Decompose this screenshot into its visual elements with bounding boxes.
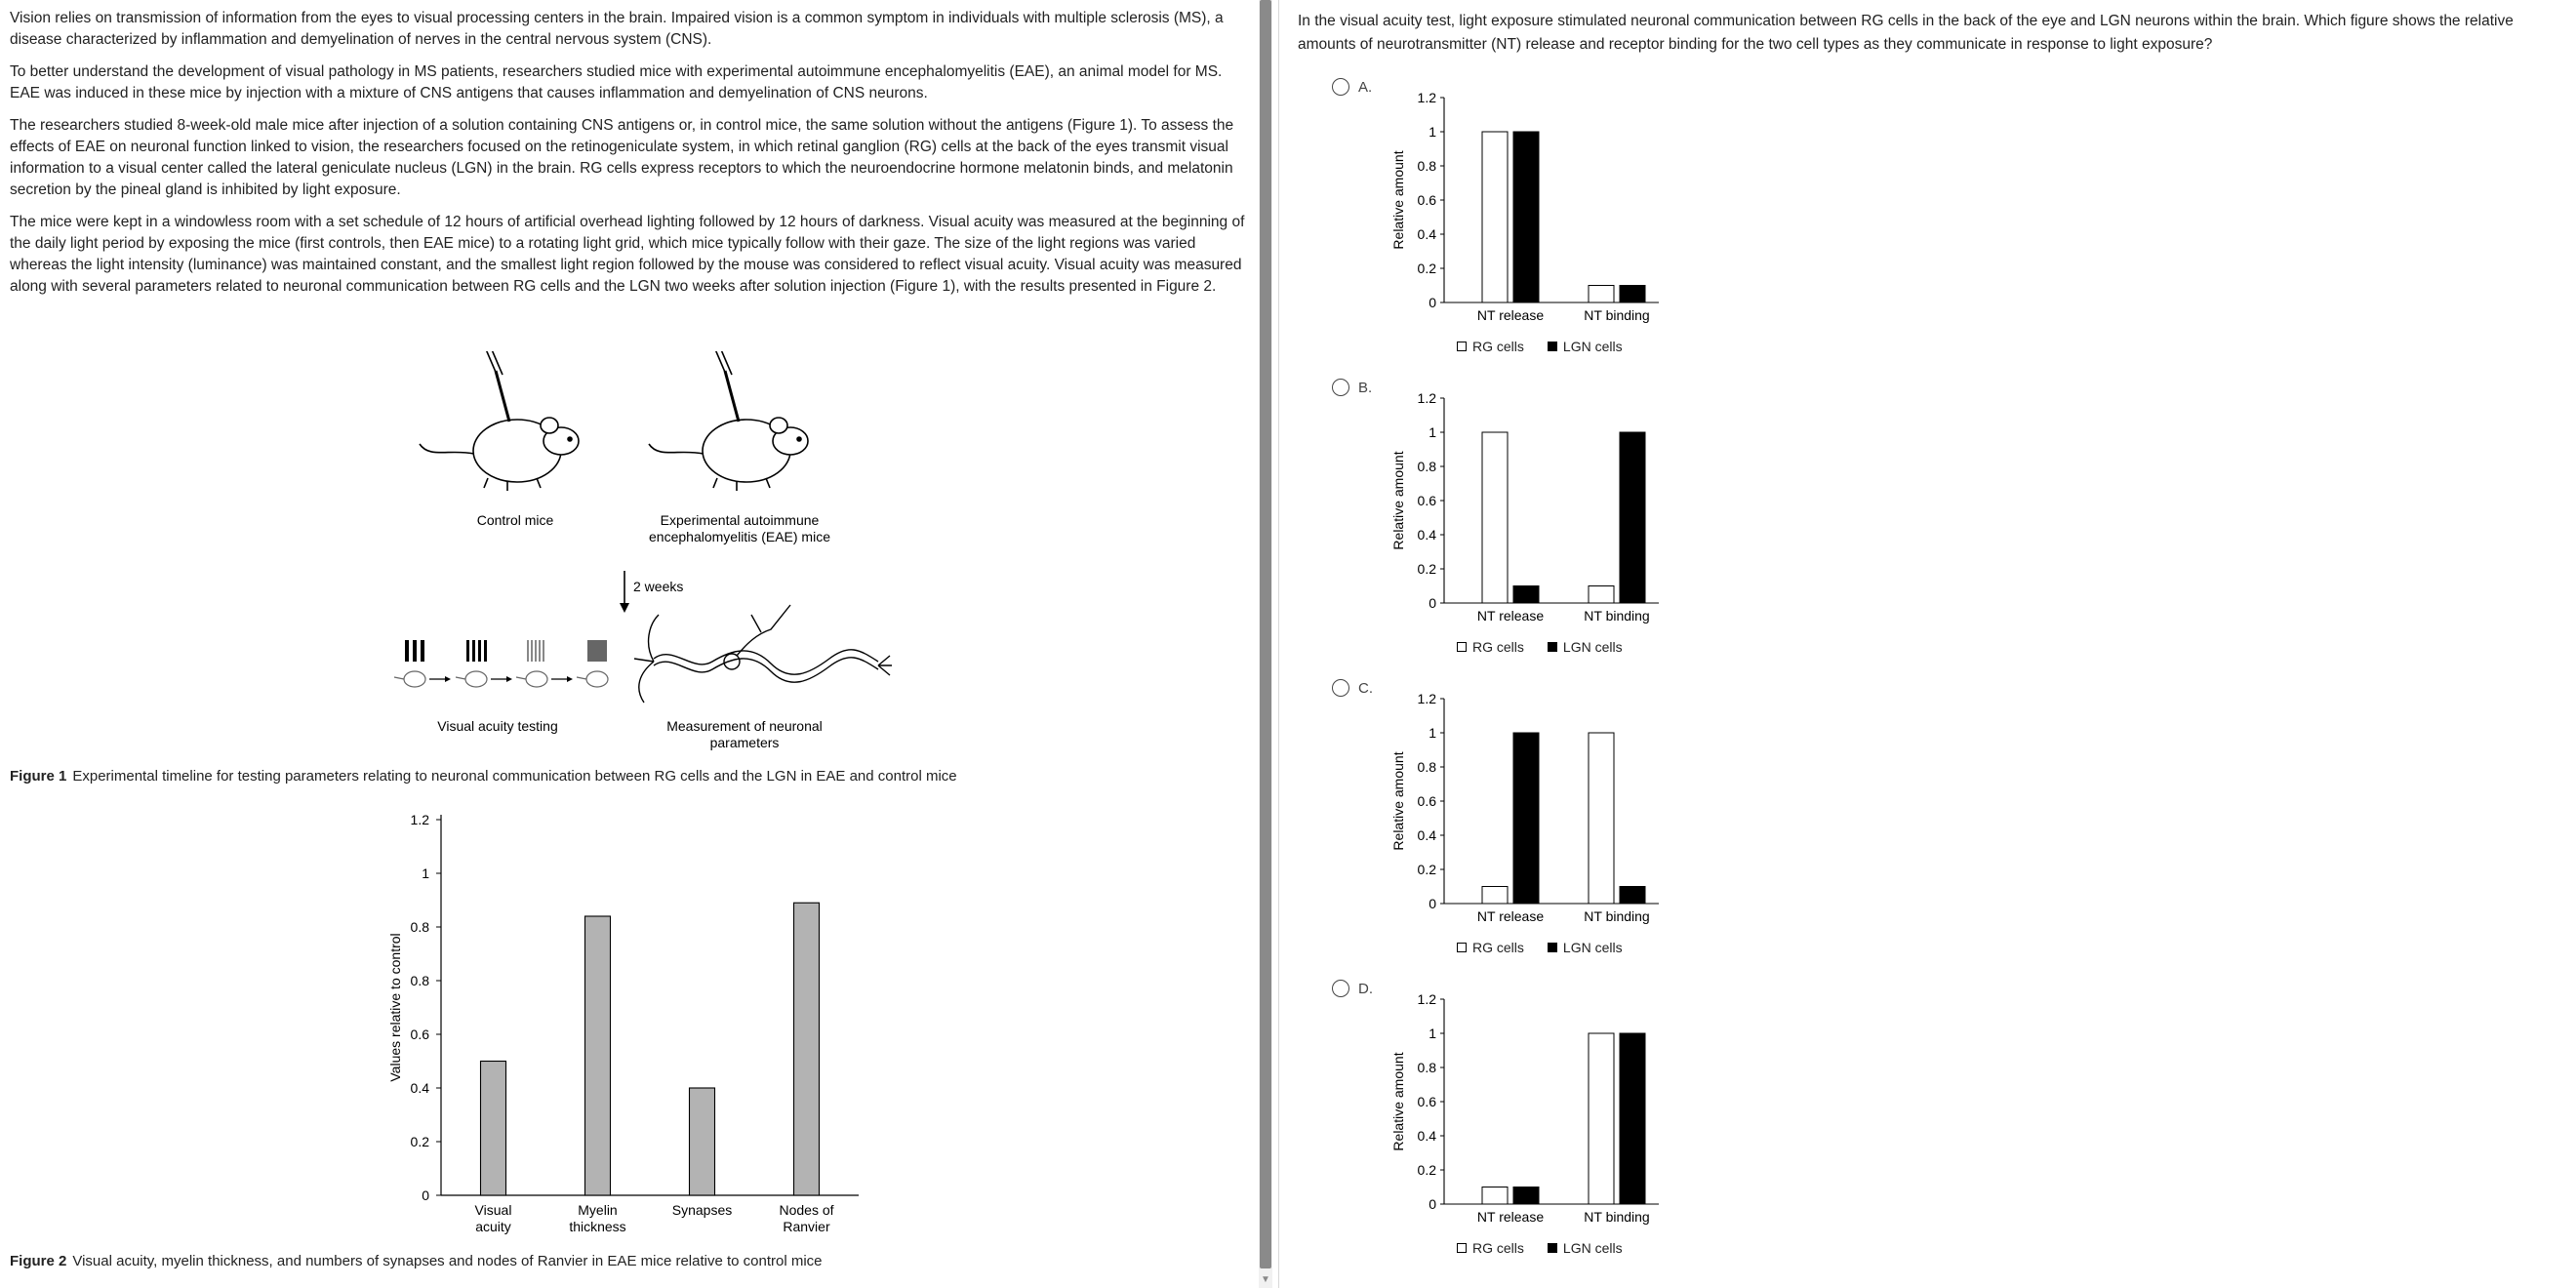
y-tick-label: 1.2	[410, 812, 429, 827]
y-tick-label: 1.2	[1417, 691, 1436, 706]
y-tick-label: 0.4	[1417, 527, 1436, 543]
passage-paragraph-1: Vision relies on transmission of information from the eyes to visual processing centers in the brain. Impaired vision is a common symptom in individuals with multiple sclerosis (MS), a disease characterized by inflammation and demyelination of nerves in the central nervous system (CNS).	[10, 10, 1224, 48]
x-category-label: Visual	[474, 1202, 512, 1218]
x-category-label: NT release	[1476, 1209, 1545, 1225]
y-tick-label: 1	[1429, 424, 1436, 440]
figure-1-caption-label: Figure 1	[10, 768, 67, 785]
x-category-label: Ranvier	[783, 1219, 830, 1234]
x-category-label: NT binding	[1584, 908, 1650, 924]
y-tick-label: 1.2	[1417, 90, 1436, 105]
light-grid-icons	[405, 640, 607, 662]
x-category-label: NT release	[1476, 307, 1545, 323]
option-a-legend	[1457, 339, 1623, 354]
figure-1-diagram	[361, 351, 907, 771]
lgn-cells-bar	[1513, 132, 1539, 302]
rg-cells-bar	[1482, 887, 1508, 905]
question-pane[interactable]	[1298, 0, 2566, 1288]
lgn-cells-bar	[1513, 1187, 1539, 1205]
option-b-legend	[1457, 639, 1623, 655]
y-tick-label: 1	[1429, 725, 1436, 741]
legend-lgn-label: LGN cells	[1562, 1240, 1623, 1256]
rg-cells-swatch	[1457, 342, 1467, 351]
rg-cells-bar	[1482, 1187, 1508, 1205]
x-category-label: Nodes of	[779, 1202, 834, 1218]
y-tick-label: 1.2	[1417, 390, 1436, 406]
legend-lgn-label: LGN cells	[1562, 940, 1623, 955]
y-tick-label: 0.8	[410, 919, 429, 935]
lgn-cells-bar	[1620, 1033, 1645, 1204]
y-axis-label: Relative amount	[1390, 751, 1406, 851]
figure-2-caption-text: Visual acuity, myelin thickness, and numbers of synapses and nodes of Ranvier in EAE mice relative to control mice	[72, 1253, 823, 1269]
y-tick-label: 0.4	[1417, 1128, 1436, 1144]
measurement-label-line1: Measurement of neuronal	[666, 718, 823, 734]
figure-1-caption-text: Experimental timeline for testing parameters relating to neuronal communication between RG cells and the LGN in EAE and control mice	[72, 768, 957, 785]
x-category-label: Myelin	[578, 1202, 618, 1218]
neuron-illustration	[634, 605, 892, 703]
y-tick-label: 1.2	[1417, 991, 1436, 1007]
rg-cells-swatch	[1457, 1243, 1467, 1253]
lgn-cells-swatch	[1548, 1243, 1557, 1253]
lgn-cells-bar	[1513, 586, 1539, 604]
option-letter-a: A.	[1358, 79, 1373, 96]
option-letter-c: C.	[1358, 680, 1373, 697]
passage-paragraph-4: The mice were kept in a windowless room with a set schedule of 12 hours of artificial overhead lighting followed by 12 hours of darkness. Visual acuity was measured at the beginning of the daily light period by exposing the mice (first controls, then EAE mice) to a rotating light grid, which mice typically follow with their gaze. The size of the light regions was varied whereas the light intensity (luminance) was maintained constant, and the smallest light region followed by the mouse was considered to reflect visual acuity. Visual acuity was measured along with several parameters related to neuronal communication between RG cells and the LGN two weeks after solution injection (Figure 1), with the results presented in Figure 2.	[10, 214, 1245, 295]
rg-cells-bar	[1482, 432, 1508, 603]
x-category-label: NT binding	[1584, 608, 1650, 624]
passage-paragraph-3: The researchers studied 8-week-old male mice after injection of a solution containing CNS antigens or, in control mice, the same solution without the antigens (Figure 1). To assess the effects of EAE on neuronal function linked to vision, the researchers focused on the retinogeniculate system, in which retinal ganglion (RG) cells at the back of the eyes transmit visual information to a visual center called the lateral geniculate nucleus (LGN) in the brain. RG cells express receptors to which the neuroendocrine hormone melatonin binds, and melatonin secretion by the pineal gland is inhibited by light exposure.	[10, 117, 1234, 198]
figure-2-bar	[481, 1062, 506, 1196]
x-category-label: NT binding	[1584, 1209, 1650, 1225]
rg-cells-bar	[1589, 733, 1614, 904]
rg-cells-bar	[1589, 286, 1614, 303]
x-category-label: Synapses	[671, 1202, 733, 1218]
y-tick-label: 0.8	[1417, 158, 1436, 174]
y-tick-label: 0	[422, 1187, 429, 1203]
y-tick-label: 0	[1429, 595, 1436, 611]
y-tick-label: 1	[1429, 1026, 1436, 1041]
y-tick-label: 0	[1429, 896, 1436, 911]
y-tick-label: 0.6	[410, 1026, 429, 1042]
lgn-cells-bar	[1513, 733, 1539, 904]
answer-option-a[interactable]	[1298, 78, 1786, 371]
rg-cells-bar	[1482, 132, 1508, 302]
legend-lgn-label: LGN cells	[1562, 639, 1623, 655]
y-tick-label: 0.6	[1417, 493, 1436, 508]
legend-rg-label: RG cells	[1472, 1240, 1524, 1256]
rg-cells-bar	[1589, 586, 1614, 604]
passage-pane[interactable]	[0, 0, 1259, 1288]
figure-2-bar-chart	[371, 795, 878, 1249]
lgn-cells-bar	[1620, 432, 1645, 603]
control-mice-label: Control mice	[476, 512, 554, 528]
eae-mice-label-line2: encephalomyelitis (EAE) mice	[649, 529, 830, 544]
passage-paragraph-2: To better understand the development of visual pathology in MS patients, researchers studied mice with experimental autoimmune encephalomyelitis (EAE), an animal model for MS. EAE was induced in these mice by injection with a mixture of CNS antigens that causes inflammation and demyelination of CNS neurons.	[10, 63, 1223, 101]
legend-lgn-label: LGN cells	[1562, 339, 1623, 354]
option-d-chart	[1386, 980, 1717, 1233]
y-tick-label: 0.4	[1417, 827, 1436, 843]
timeline-arrow	[620, 571, 629, 613]
y-tick-label: 0.8	[410, 973, 429, 988]
y-tick-label: 0.2	[1417, 261, 1436, 276]
lgn-cells-swatch	[1548, 342, 1557, 351]
y-tick-label: 0.4	[410, 1080, 429, 1096]
two-weeks-label: 2 weeks	[633, 579, 684, 594]
figure-2-caption-label: Figure 2	[10, 1253, 67, 1269]
eae-mice-label-line1: Experimental autoimmune	[660, 512, 820, 528]
x-category-label: thickness	[569, 1219, 626, 1234]
y-axis-label: Values relative to control	[387, 933, 403, 1082]
figure-2-bar	[794, 903, 820, 1195]
y-tick-label: 0.2	[1417, 561, 1436, 577]
radio-option-b[interactable]	[1332, 379, 1349, 396]
y-tick-label: 0.2	[1417, 862, 1436, 877]
rg-cells-swatch	[1457, 943, 1467, 952]
radio-option-c[interactable]	[1332, 679, 1349, 697]
visual-acuity-testing-label: Visual acuity testing	[437, 718, 558, 734]
lgn-cells-swatch	[1548, 943, 1557, 952]
x-category-label: NT release	[1476, 908, 1545, 924]
y-tick-label: 0.2	[410, 1134, 429, 1149]
answer-option-b[interactable]	[1298, 379, 1786, 671]
radio-option-d[interactable]	[1332, 980, 1349, 997]
figure-1-caption	[10, 768, 957, 785]
figure-2-bar	[690, 1088, 715, 1195]
scroll-down-arrow-icon[interactable]: ▼	[1261, 1274, 1270, 1285]
x-category-label: acuity	[475, 1219, 511, 1234]
scrollbar-thumb[interactable]	[1260, 0, 1271, 1268]
lgn-cells-bar	[1620, 286, 1645, 303]
y-tick-label: 0.8	[1417, 459, 1436, 474]
y-tick-label: 0.8	[1417, 759, 1436, 775]
y-tick-label: 0.6	[1417, 1094, 1436, 1109]
option-a-chart	[1386, 78, 1717, 332]
legend-rg-label: RG cells	[1472, 940, 1524, 955]
lgn-cells-bar	[1620, 887, 1645, 905]
rg-cells-bar	[1589, 1033, 1614, 1204]
radio-option-a[interactable]	[1332, 78, 1349, 96]
y-axis-label: Relative amount	[1390, 451, 1406, 550]
pane-divider	[1278, 0, 1279, 1288]
control-mouse-illustration	[420, 351, 579, 491]
option-b-chart	[1386, 379, 1717, 632]
option-d-legend	[1457, 1240, 1623, 1256]
figure-2-bar	[585, 916, 611, 1195]
eae-mouse-illustration	[649, 351, 808, 491]
y-axis-label: Relative amount	[1390, 1052, 1406, 1151]
y-axis-label: Relative amount	[1390, 150, 1406, 250]
acuity-test-mice	[394, 671, 608, 687]
answer-option-c[interactable]	[1298, 679, 1786, 972]
rg-cells-swatch	[1457, 642, 1467, 652]
y-tick-label: 0.4	[1417, 226, 1436, 242]
y-tick-label: 1	[422, 865, 429, 881]
figure-2-caption	[10, 1253, 823, 1269]
lgn-cells-swatch	[1548, 642, 1557, 652]
measurement-label-line2: parameters	[709, 735, 780, 750]
x-category-label: NT binding	[1584, 307, 1650, 323]
x-category-label: NT release	[1476, 608, 1545, 624]
option-c-legend	[1457, 940, 1623, 955]
y-tick-label: 0.8	[1417, 1060, 1436, 1075]
y-tick-label: 0.6	[1417, 192, 1436, 208]
y-tick-label: 1	[1429, 124, 1436, 140]
y-tick-label: 0	[1429, 295, 1436, 310]
option-letter-b: B.	[1358, 380, 1373, 396]
answer-option-d[interactable]	[1298, 980, 1786, 1272]
option-letter-d: D.	[1358, 981, 1373, 997]
y-tick-label: 0	[1429, 1196, 1436, 1212]
question-stem: In the visual acuity test, light exposure stimulated neuronal communication between RG cells in the back of the eye and LGN neurons within the brain. Which figure shows the relative amounts of neurotransmitter (NT) release and receptor binding for the two cell types as they communicate in response to light exposure?	[1298, 13, 2514, 53]
option-c-chart	[1386, 679, 1717, 933]
y-tick-label: 0.6	[1417, 793, 1436, 809]
legend-rg-label: RG cells	[1472, 339, 1524, 354]
y-tick-label: 0.2	[1417, 1162, 1436, 1178]
legend-rg-label: RG cells	[1472, 639, 1524, 655]
